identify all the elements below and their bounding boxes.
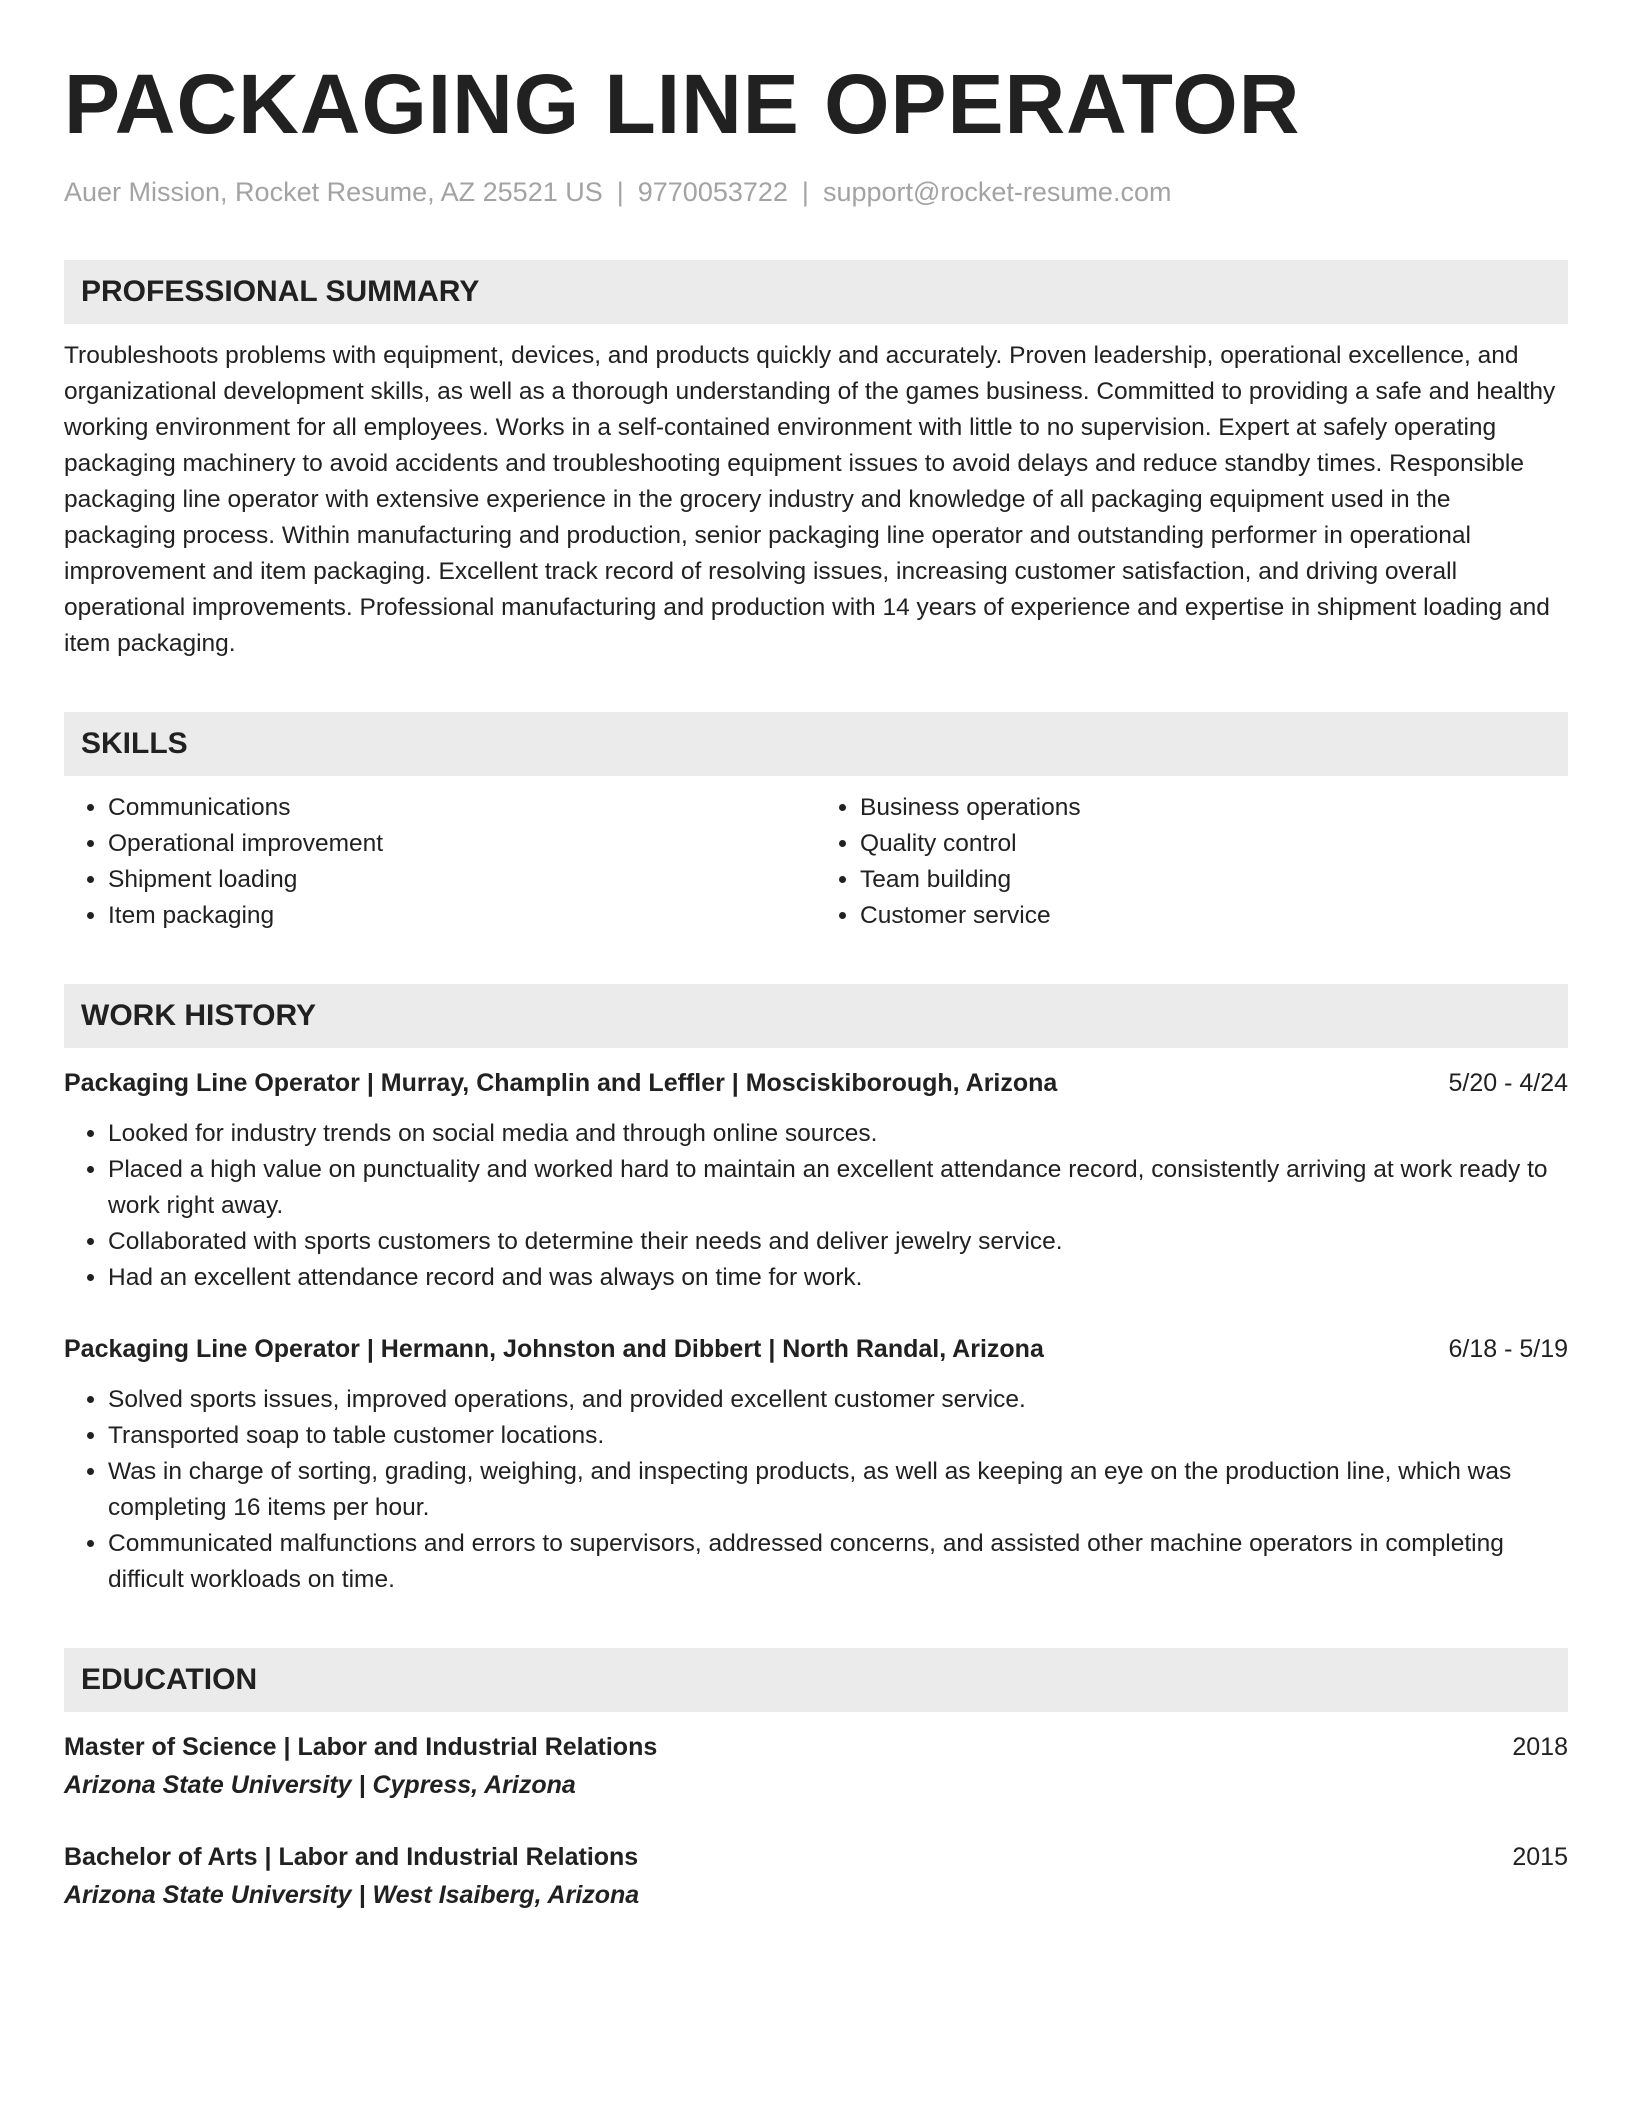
education-degree: Master of Science | Labor and Industrial Relations [64, 1733, 658, 1761]
skill-item: • Business operations [860, 790, 1568, 826]
job-entry [64, 1330, 1568, 1598]
skills-heading: SKILLS [64, 712, 1568, 776]
education-school: Arizona State University | West Isaiberg, Arizona [64, 1881, 640, 1909]
candidate-title: PACKAGING LINE OPERATOR [64, 57, 1301, 151]
job-bullet: • Transported soap to table customer locations. [108, 1418, 1568, 1454]
job-bullet: • Placed a high value on punctuality and worked hard to maintain an excellent attendance record, consistently arriving at work ready to work right away. [108, 1152, 1568, 1224]
summary-text: Troubleshoots problems with equipment, devices, and products quickly and accurately. Proven leadership, operational excellence, and organizational development skills, as well as a thorough understanding of the games business. Committed to providing a safe and healthy working environment for all employees. Works in a self-contained environment with little to no supervision. Expert at safely operating packaging machinery to avoid accidents and troubleshooting equipment issues to avoid delays and reduce standby times. Responsible packaging line operator with extensive experience in the grocery industry and knowledge of all packaging equipment used in the packaging process. Within manufacturing and production, senior packaging line operator and outstanding performer in operational improvement and item packaging. Excellent track record of resolving issues, increasing customer satisfaction, and driving overall operational improvements. Professional manufacturing and production with 14 years of experience and expertise in shipment loading and item packaging. [64, 342, 1556, 657]
job-header [64, 1330, 1568, 1368]
summary-heading: PROFESSIONAL SUMMARY [64, 260, 1568, 324]
skill-item: • Team building [860, 862, 1568, 898]
work-history-heading: WORK HISTORY [64, 984, 1568, 1048]
contact-address: Auer Mission, Rocket Resume, AZ 25521 US [64, 177, 603, 207]
contact-separator: | [616, 177, 624, 207]
education-heading: EDUCATION [64, 1648, 1568, 1712]
job-dates: 5/20 - 4/24 [1448, 1069, 1568, 1097]
job-bullets [64, 1116, 1568, 1296]
education-entry [64, 1838, 1568, 1914]
education-year: 2015 [1512, 1843, 1568, 1871]
skills-column-left [64, 790, 816, 934]
job-bullet: • Communicated malfunctions and errors to supervisors, addressed concerns, and assisted other machine operators in completing difficult workloads on time. [108, 1526, 1568, 1598]
skill-item: • Item packaging [108, 898, 816, 934]
skills-column-right [816, 790, 1568, 934]
skill-item: • Operational improvement [108, 826, 816, 862]
contact-phone: 9770053722 [637, 177, 788, 207]
job-bullet: • Solved sports issues, improved operations, and provided excellent customer service. [108, 1382, 1568, 1418]
education-school: Arizona State University | Cypress, Arizona [64, 1771, 576, 1799]
job-header [64, 1064, 1568, 1102]
skill-item: • Shipment loading [108, 862, 816, 898]
contact-email: support@rocket-resume.com [822, 177, 1172, 207]
job-bullet: • Looked for industry trends on social media and through online sources. [108, 1116, 1568, 1152]
job-dates: 6/18 - 5/19 [1448, 1335, 1568, 1363]
job-title: Packaging Line Operator | Hermann, Johnston and Dibbert | North Randal, Arizona [64, 1335, 1044, 1363]
job-bullet: • Had an excellent attendance record and was always on time for work. [108, 1260, 1568, 1296]
job-bullet: • Collaborated with sports customers to determine their needs and deliver jewelry service. [108, 1224, 1568, 1260]
education-degree: Bachelor of Arts | Labor and Industrial Relations [64, 1843, 639, 1871]
skills-list [64, 790, 1568, 934]
job-title: Packaging Line Operator | Murray, Champlin and Leffler | Mosciskiborough, Arizona [64, 1069, 1058, 1097]
contact-separator: | [801, 177, 809, 207]
skill-item: • Quality control [860, 826, 1568, 862]
skill-item: • Customer service [860, 898, 1568, 934]
education-entry [64, 1728, 1568, 1804]
job-bullets [64, 1382, 1568, 1598]
contact-line [64, 174, 1568, 210]
job-entry [64, 1064, 1568, 1296]
skill-item: • Communications [108, 790, 816, 826]
education-year: 2018 [1512, 1733, 1568, 1761]
job-bullet: • Was in charge of sorting, grading, weighing, and inspecting products, as well as keeping an eye on the production line, which was completing 16 items per hour. [108, 1454, 1568, 1526]
education-header [64, 1728, 1568, 1766]
education-header [64, 1838, 1568, 1876]
